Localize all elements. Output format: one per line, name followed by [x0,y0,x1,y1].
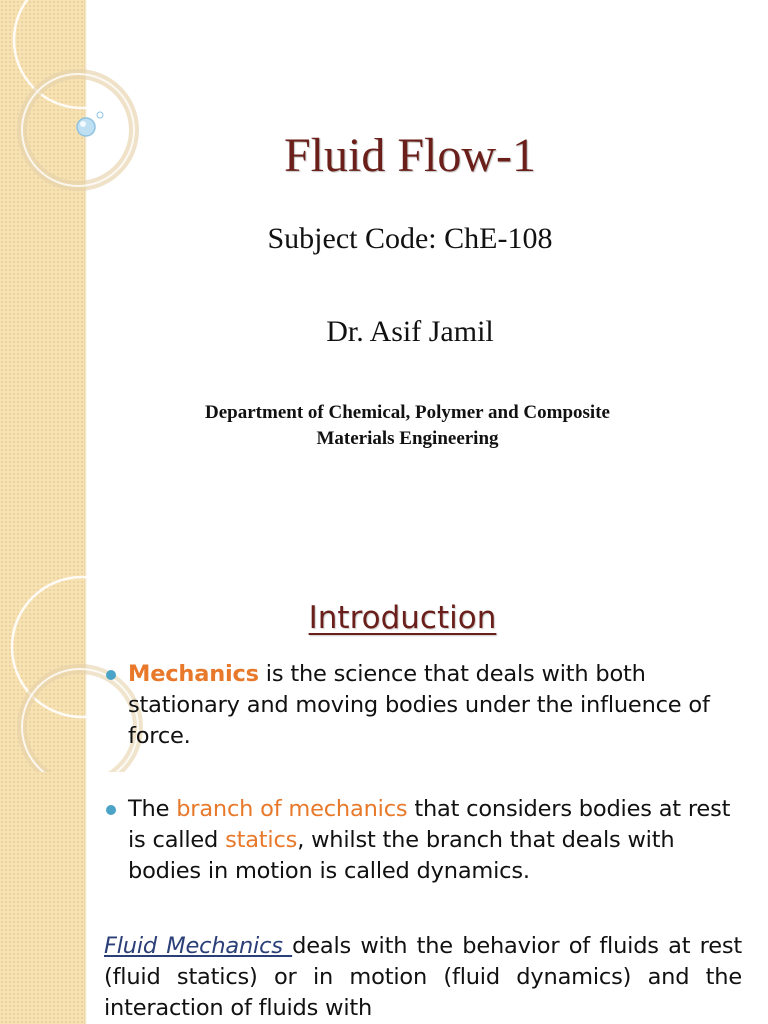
bullet-text-prefix: The [128,796,177,822]
fluid-mechanics-link[interactable]: Fluid Mechanics [104,933,293,959]
sidebar-edge [84,0,87,512]
slide-title: Fluid Flow-1 [283,129,537,182]
sidebar-texture [0,512,84,1024]
subject-code: Subject Code: ChE-108 [267,222,553,255]
department [110,400,705,452]
bullet-icon [106,805,116,815]
bullet-list [104,659,744,929]
sidebar-edge [84,512,87,1024]
department-line-2: Materials Engineering [316,428,499,449]
author-name: Dr. Asif Jamil [326,315,494,348]
bullet-icon [106,670,116,680]
bullet-item-mechanics [104,659,744,752]
highlight-branch-of-mechanics: branch of mechanics [176,796,408,822]
slide-heading: Introduction [308,600,497,636]
highlight-statics: statics [225,827,298,853]
bullet-item-statics [104,794,744,887]
fluid-mechanics-paragraph [104,931,742,1024]
introduction-slide [0,512,768,1024]
bullet-text: is the science that deals with both stationary and moving bodies under the influence of force. [128,661,710,749]
bullet-text-suffix: , whilst the branch that deals with bodies in motion is called dynamics. [128,827,675,884]
department-line-1: Department of Chemical, Polymer and Composite [205,402,610,423]
paragraph-text: deals with the behavior of fluids at rest (fluid statics) or in motion (fluid dynamics) and the interaction of fluids with [104,933,743,1021]
bullet-text-middle: that considers bodies at rest is called [128,796,731,853]
sidebar-texture [0,0,84,512]
highlight-mechanics: Mechanics [128,661,259,687]
